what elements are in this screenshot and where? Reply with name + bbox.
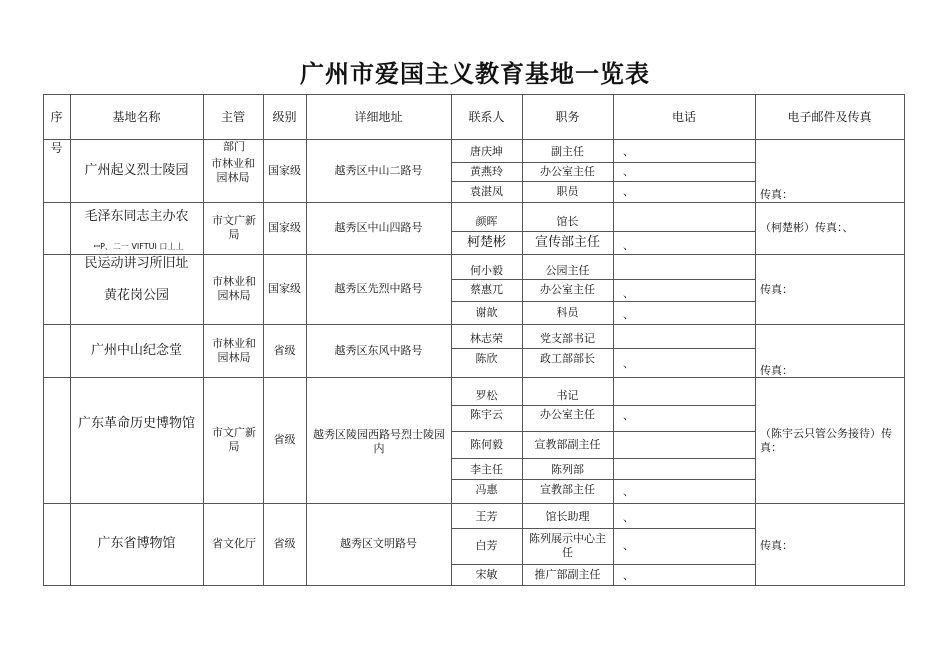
base-address: 越秀区文明路号 bbox=[340, 537, 417, 550]
contact-name: 陈宇云 bbox=[470, 408, 503, 421]
contact-position: 政工部部长 bbox=[540, 352, 595, 365]
contact-position: 职员 bbox=[556, 184, 579, 198]
contact-phone: 、 bbox=[623, 184, 634, 198]
contact-position: 办公室主任 bbox=[540, 283, 595, 296]
contact-phone: 、 bbox=[623, 287, 634, 300]
base-address: 越秀区中山四路号 bbox=[334, 221, 423, 234]
contact-phone bbox=[623, 434, 743, 456]
base-fax: 传真： bbox=[760, 364, 793, 377]
base-name-garbled: ꟷP、二一 VIFTUI 口丄丄 bbox=[93, 242, 184, 251]
base-dept: 市文广新局 bbox=[212, 214, 256, 241]
header-name: 基地名称 bbox=[112, 109, 161, 124]
base-name: 广州中山纪念堂 bbox=[90, 342, 182, 358]
contact-name: 李主任 bbox=[470, 462, 503, 476]
base-fax: 传真： bbox=[760, 188, 793, 201]
table-border bbox=[263, 94, 264, 586]
contact-name: 颜晖 bbox=[475, 214, 498, 228]
contact-name: 罗松 bbox=[475, 388, 498, 402]
base-fax: 传真： bbox=[760, 283, 793, 296]
contact-name: 宋敏 bbox=[475, 567, 498, 581]
header-email-fax: 电子邮件及传真 bbox=[787, 109, 872, 124]
header-seq: 序 bbox=[50, 109, 63, 124]
contact-name: 陈何毅 bbox=[470, 438, 503, 451]
base-level: 国家级 bbox=[268, 163, 301, 177]
contact-phone: 、 bbox=[623, 357, 634, 370]
contact-position: 宣教部主任 bbox=[540, 483, 595, 496]
base-level: 国家级 bbox=[268, 221, 301, 234]
contact-phone: 、 bbox=[623, 239, 634, 252]
contact-name: 唐庆坤 bbox=[470, 145, 503, 158]
contact-phone: 、 bbox=[623, 409, 634, 422]
header-contact: 联系人 bbox=[468, 109, 505, 124]
table-border bbox=[43, 94, 44, 586]
contact-phone bbox=[623, 330, 743, 348]
contact-name: 林志荣 bbox=[470, 332, 503, 345]
contact-position: 馆长助理 bbox=[545, 509, 590, 523]
header-level: 级别 bbox=[272, 109, 297, 124]
base-name: 民运动讲习所旧址 bbox=[84, 256, 189, 271]
base-dept: 市林业和园林局 bbox=[212, 275, 256, 302]
contact-position: 科员 bbox=[556, 305, 579, 319]
contact-phone: 、 bbox=[623, 539, 634, 552]
base-level: 省级 bbox=[273, 537, 296, 550]
base-name: 毛泽东同志主办农 bbox=[84, 209, 189, 224]
contact-name: 冯惠 bbox=[475, 483, 498, 496]
contact-phone: 、 bbox=[623, 308, 634, 321]
subrow-border bbox=[451, 431, 755, 432]
contact-position: 陈列部 bbox=[551, 462, 584, 476]
contact-position: 办公室主任 bbox=[540, 408, 595, 421]
page-title: 广州市爱国主义教育基地一览表 bbox=[300, 60, 650, 88]
contact-phone: 、 bbox=[623, 485, 634, 498]
table-border bbox=[43, 585, 904, 586]
base-dept: 省文化厅 bbox=[212, 537, 256, 550]
base-name: 广东革命历史博物馆 bbox=[77, 416, 195, 431]
contact-name: 黄燕玲 bbox=[470, 164, 503, 178]
contact-position: 宣教部副主任 bbox=[534, 438, 601, 451]
base-fax: （柯楚彬）传真：、 bbox=[760, 221, 854, 234]
base-address: 越秀区陵园西路号烈士陵园内 bbox=[313, 428, 445, 455]
contact-phone bbox=[623, 262, 743, 279]
subrow-border bbox=[451, 458, 755, 459]
contact-phone: 、 bbox=[623, 568, 634, 582]
base-name: 广州起义烈士陵园 bbox=[84, 162, 189, 178]
contact-phone bbox=[623, 460, 743, 479]
base-address: 越秀区先烈中路号 bbox=[334, 282, 423, 295]
contact-position: 陈列展示中心主任 bbox=[529, 532, 606, 559]
contact-phone bbox=[623, 386, 743, 405]
contact-name: 陈欣 bbox=[475, 352, 498, 365]
header-position: 职务 bbox=[555, 109, 580, 124]
base-level: 省级 bbox=[273, 433, 296, 446]
contact-name: 袁湛凤 bbox=[470, 184, 503, 198]
contact-position: 公园主任 bbox=[545, 263, 590, 277]
base-level: 省级 bbox=[273, 343, 296, 357]
base-address: 越秀区中山二路号 bbox=[334, 163, 423, 177]
contact-position: 推广部副主任 bbox=[534, 567, 601, 581]
contact-position: 副主任 bbox=[551, 145, 584, 158]
contact-name: 蔡惠兀 bbox=[470, 283, 503, 296]
base-dept: 市林业和园林局 bbox=[212, 336, 256, 364]
contact-name: 白芳 bbox=[475, 539, 498, 552]
contact-position: 办公室主任 bbox=[540, 164, 595, 178]
header-phone: 电话 bbox=[671, 109, 696, 124]
contact-position: 党支部书记 bbox=[540, 332, 595, 345]
contact-phone: 、 bbox=[623, 145, 634, 158]
base-address: 越秀区东风中路号 bbox=[334, 343, 423, 357]
contact-phone: 、 bbox=[623, 164, 634, 178]
contact-name: 谢歆 bbox=[475, 305, 498, 319]
base-dept: 市文广新局 bbox=[212, 426, 256, 453]
header-dept: 主管 bbox=[220, 109, 245, 124]
contact-position: 宣传部主任 bbox=[534, 234, 600, 250]
contact-phone: 、 bbox=[623, 511, 634, 524]
contact-name: 柯楚彬 bbox=[466, 234, 506, 250]
table-border bbox=[904, 94, 905, 586]
base-fax: （陈宇云只管公务接待）传真： bbox=[760, 427, 892, 454]
table-border bbox=[613, 94, 614, 586]
base-level: 国家级 bbox=[268, 282, 301, 295]
contact-phone bbox=[623, 212, 743, 231]
base-dept: 市林业和园林局 bbox=[211, 157, 255, 184]
contact-name: 王芳 bbox=[475, 509, 498, 523]
contact-name: 何小毅 bbox=[470, 263, 503, 277]
base-dept: 部门 bbox=[223, 139, 245, 153]
base-name: 广东省博物馆 bbox=[97, 536, 176, 551]
table-border bbox=[755, 94, 756, 586]
table-border bbox=[203, 94, 204, 586]
contact-position: 馆长 bbox=[556, 214, 579, 228]
header-address: 详细地址 bbox=[354, 109, 403, 124]
contact-position: 书记 bbox=[556, 388, 579, 402]
seq-overflow: 号 bbox=[50, 141, 63, 155]
base-fax: 传真： bbox=[760, 539, 793, 552]
base-name: 黄花岗公园 bbox=[103, 288, 169, 303]
